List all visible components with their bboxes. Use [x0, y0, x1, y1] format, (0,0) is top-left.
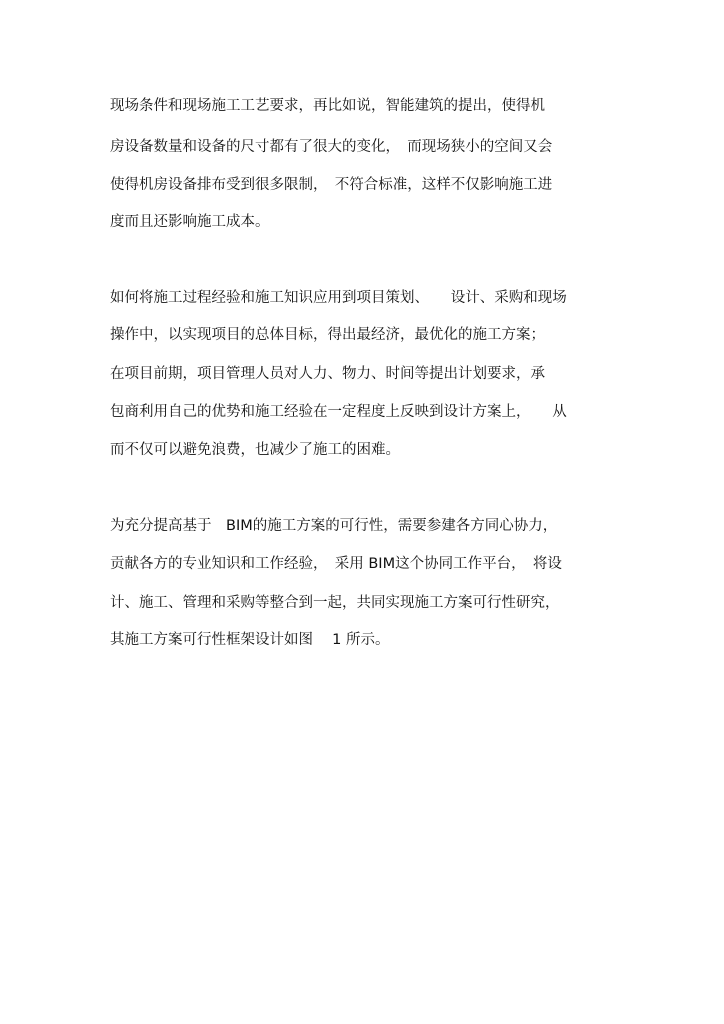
paragraph-1-line-1: 现场条件和现场施工工艺要求，再比如说，智能建筑的提出，使得机	[110, 98, 545, 114]
paragraph-3-line-3: 计、施工、管理和采购等整合到一起，共同实现施工方案可行性研究，	[110, 595, 560, 611]
paragraph-1-line-4: 度而且还影响施工成本。	[110, 214, 270, 230]
paragraph-3-line-2: 贡献各方的专业知识和工作经验， 采用 BIM这个协同工作平台， 将设	[110, 556, 562, 572]
paragraph-2-line-2: 操作中，以实现项目的总体目标，得出最经济，最优化的施工方案；	[110, 327, 545, 343]
paragraph-2-line-5: 而不仅可以避免浪费，也减少了施工的困难。	[110, 442, 400, 458]
paragraph-2-line-1: 如何将施工过程经验和施工知识应用到项目策划、 设计、采购和现场	[110, 290, 567, 306]
paragraph-2-line-3: 在项目前期，项目管理人员对人力、物力、时间等提出计划要求，承	[110, 366, 545, 382]
paragraph-1-line-3: 使得机房设备排布受到很多限制， 不符合标准，这样不仅影响施工进	[110, 177, 553, 193]
paragraph-2-line-4: 包商利用自己的优势和施工经验在一定程度上反映到设计方案上， 从	[110, 404, 567, 420]
paragraph-3-line-4: 其施工方案可行性框架设计如图 1 所示。	[110, 632, 390, 648]
paragraph-1-line-2: 房设备数量和设备的尺寸都有了很大的变化， 而现场狭小的空间又会	[110, 139, 553, 155]
paragraph-3-line-1: 为充分提高基于 BIM的施工方案的可行性，需要参建各方同心协力，	[110, 518, 558, 534]
